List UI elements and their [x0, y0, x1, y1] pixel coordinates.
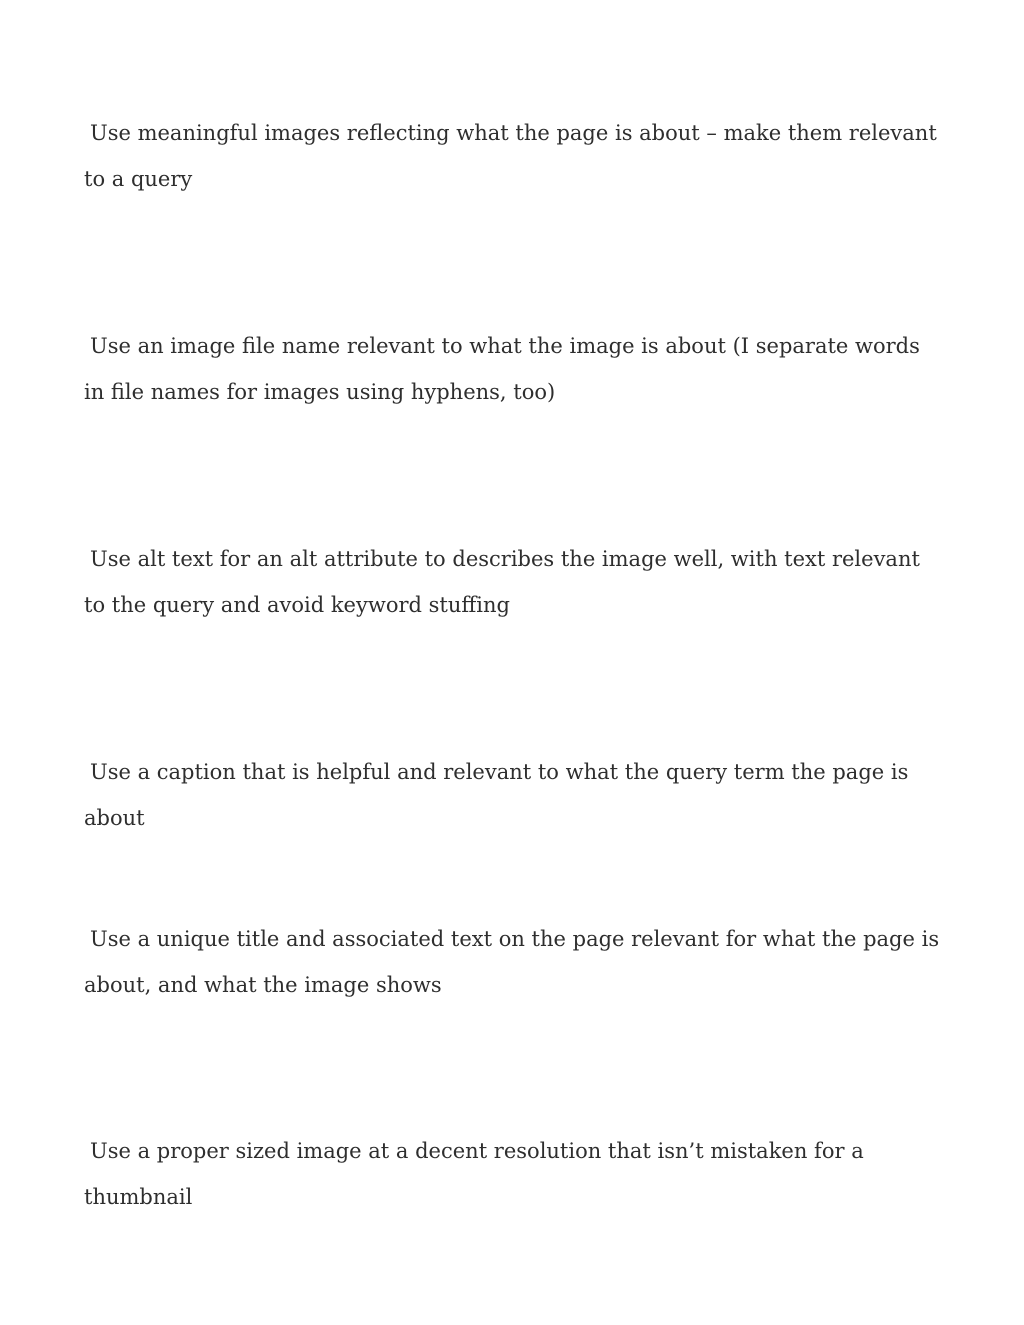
paragraph-image-file-name: Use an image file name relevant to what the image is about (I separate words in file names for images using hyphens, too): [84, 334, 920, 404]
paragraph-unique-title: Use a unique title and associated text on the page relevant for what the page is about, and what the image shows: [84, 927, 940, 997]
paragraph-proper-sized-image: Use a proper sized image at a decent resolution that isn’t mistaken for a thumbnail: [84, 1139, 864, 1209]
paragraph-meaningful-images: Use meaningful images reflecting what the page is about – make them relevant to a query: [84, 121, 937, 191]
paragraph-alt-text: Use alt text for an alt attribute to describes the image well, with text relevant to the query and avoid keyword stuffing: [84, 547, 920, 617]
paragraph-caption: Use a caption that is helpful and relevant to what the query term the page is about: [84, 760, 909, 830]
